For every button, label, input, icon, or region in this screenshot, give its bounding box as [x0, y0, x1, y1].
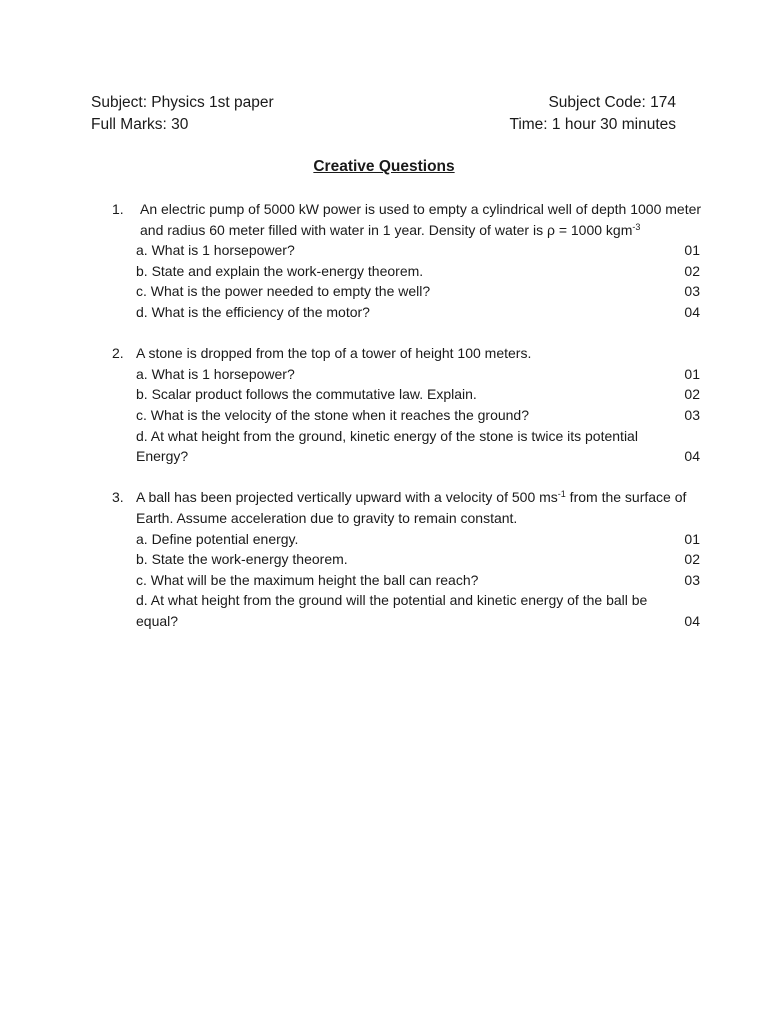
section-title: Creative Questions — [313, 158, 455, 175]
question-number: 2. — [112, 345, 124, 362]
marks-label: 04 — [684, 303, 700, 320]
question-2 — [112, 343, 702, 467]
question-stem — [136, 487, 702, 528]
sub-question-b — [136, 384, 702, 405]
question-stem — [136, 199, 702, 240]
sub-question-text: a. What is 1 horsepower? — [136, 365, 295, 382]
sub-question-b — [136, 261, 702, 282]
stem-superscript: -3 — [632, 221, 641, 232]
exam-header — [91, 92, 676, 136]
sub-question-text: a. Define potential energy. — [136, 530, 299, 547]
stem-text-continued: from the surface of Earth. Assume acceleration due to gravity to remain constant. — [136, 489, 687, 526]
question-1 — [112, 199, 702, 323]
marks-label: 02 — [684, 551, 700, 568]
question-list — [112, 199, 702, 652]
question-number: 1. — [112, 201, 124, 217]
stem-superscript: -1 — [557, 489, 566, 500]
sub-question-c — [136, 281, 702, 302]
marks-label: 01 — [684, 242, 700, 259]
sub-question-a — [136, 364, 702, 385]
sub-question-text: c. What will be the maximum height the ball can reach? — [136, 571, 479, 588]
full-marks-label: Full Marks: 30 — [91, 116, 189, 133]
sub-question-a — [136, 529, 702, 550]
sub-question-d — [136, 302, 702, 323]
sub-question-b — [136, 549, 702, 570]
question-3 — [112, 487, 702, 631]
sub-question-c — [136, 570, 702, 591]
question-stem — [136, 343, 702, 364]
sub-question-text: d. At what height from the ground, kinetic energy of the stone is twice its potential Energy? — [136, 427, 638, 465]
sub-question-text: b. State the work-energy theorem. — [136, 551, 348, 568]
subject-code-label: Subject Code: 174 — [548, 94, 676, 111]
marks-label: 02 — [684, 386, 700, 403]
marks-label: 03 — [684, 406, 700, 423]
marks-label: 02 — [684, 262, 700, 279]
marks-label: 03 — [684, 571, 700, 588]
sub-question-text: d. What is the efficiency of the motor? — [136, 303, 370, 320]
marks-label: 04 — [684, 612, 700, 629]
sub-question-text: b. Scalar product follows the commutative law. Explain. — [136, 386, 477, 403]
sub-question-text: c. What is the velocity of the stone when it reaches the ground? — [136, 406, 529, 423]
header-row-1 — [91, 92, 676, 114]
question-number: 3. — [112, 489, 124, 506]
marks-label: 03 — [684, 283, 700, 300]
sub-question-text: c. What is the power needed to empty the well? — [136, 283, 431, 300]
sub-question-text: a. What is 1 horsepower? — [136, 242, 295, 259]
header-row-2 — [91, 114, 676, 136]
time-label: Time: 1 hour 30 minutes — [509, 116, 676, 133]
marks-label: 01 — [684, 530, 700, 547]
sub-question-d — [136, 426, 702, 467]
subject-label: Subject: Physics 1st paper — [91, 94, 274, 111]
sub-question-a — [136, 240, 702, 261]
sub-question-c — [136, 405, 702, 426]
marks-label: 01 — [684, 365, 700, 382]
sub-question-d — [136, 590, 702, 631]
stem-text: An electric pump of 5000 kW power is used to empty a cylindrical well of depth 1000 meter and radius 60 meter filled with water in 1 year. Density of water is ρ = 1000 kgm — [140, 201, 702, 238]
sub-question-text: b. State and explain the work-energy theorem. — [136, 262, 424, 279]
stem-text: A ball has been projected vertically upward with a velocity of 500 ms — [136, 489, 558, 506]
marks-label: 04 — [684, 448, 700, 465]
stem-text: A stone is dropped from the top of a tower of height 100 meters. — [136, 345, 532, 362]
sub-question-text: d. At what height from the ground will the potential and kinetic energy of the ball be equal? — [136, 592, 648, 629]
